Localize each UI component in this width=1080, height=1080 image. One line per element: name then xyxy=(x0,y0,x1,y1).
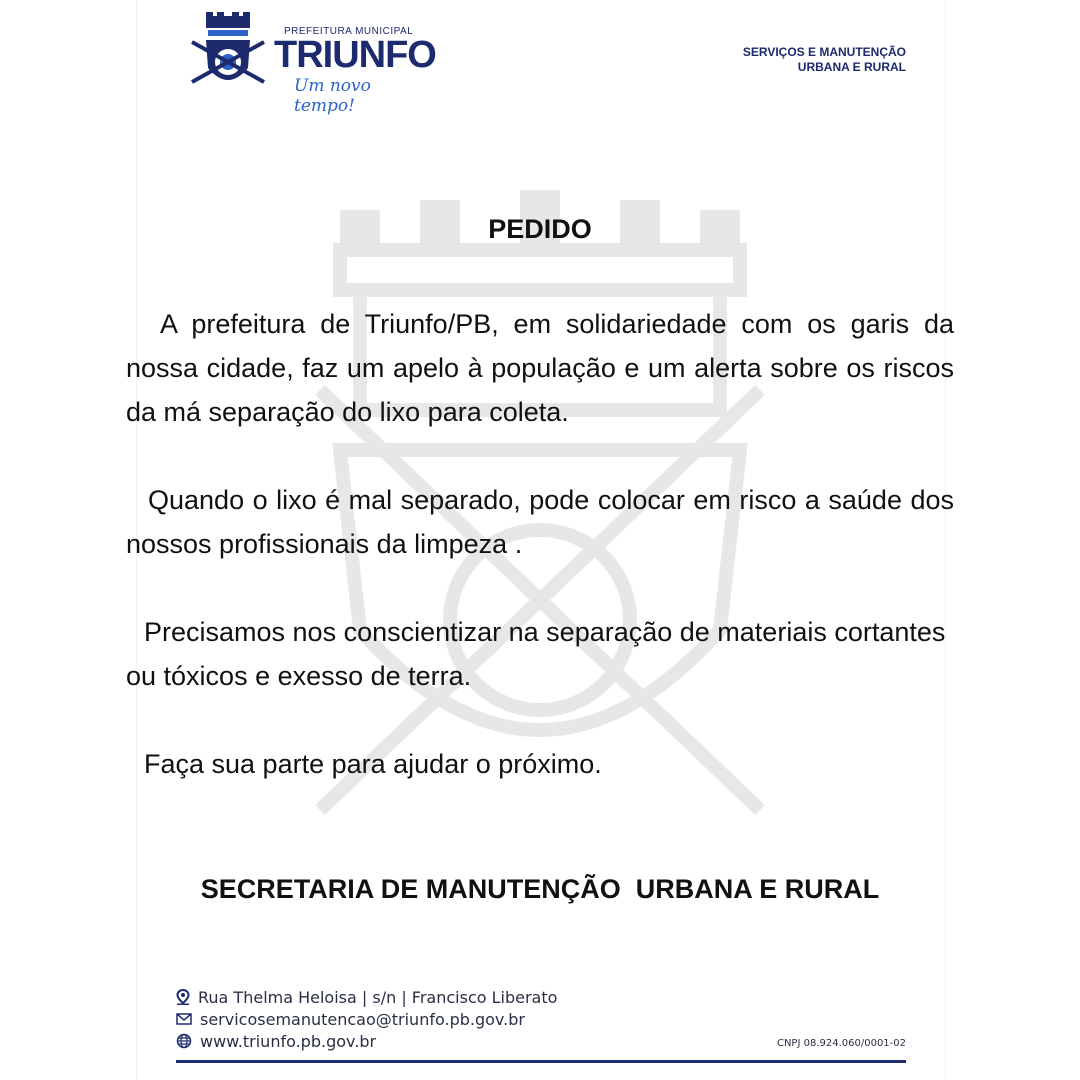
footer-cnpj: CNPJ 08.924.060/0001-02 xyxy=(776,1038,906,1049)
footer-divider xyxy=(176,1060,906,1063)
department-line-2: URBANA E RURAL xyxy=(797,60,906,74)
footer-website[interactable]: www.triunfo.pb.gov.br xyxy=(200,1031,377,1051)
logo-slogan: Um novo tempo! xyxy=(294,76,371,116)
footer-address-row xyxy=(176,986,906,1008)
globe-icon xyxy=(176,1033,192,1049)
logo-prefeitura-text: PREFEITURA MUNICIPAL xyxy=(284,26,414,37)
paragraph-2: Quando o lixo é mal separado, pode colocar em risco a saúde dos nossos profissionais da limpeza . xyxy=(126,485,954,559)
mail-icon xyxy=(176,1013,192,1025)
triunfo-crest-icon xyxy=(186,12,270,96)
department-header xyxy=(743,45,906,75)
logo-city-name: TRIUNFO xyxy=(274,34,436,76)
footer-email-row xyxy=(176,1008,906,1030)
department-line-1: SERVIÇOS E MANUTENÇÃO xyxy=(742,45,906,59)
footer-email[interactable]: servicosemanutencao@triunfo.pb.gov.br xyxy=(200,1009,525,1029)
document-body xyxy=(126,302,954,786)
paragraph-4: Faça sua parte para ajudar o próximo. xyxy=(144,749,602,779)
document-title: PEDIDO xyxy=(488,214,592,244)
footer-address: Rua Thelma Heloisa | s/n | Francisco Liberato xyxy=(198,987,558,1007)
signature: SECRETARIA DE MANUTENÇÃO URBANA E RURAL xyxy=(200,874,880,904)
location-pin-icon xyxy=(176,989,190,1005)
triunfo-logo xyxy=(186,12,436,116)
paragraph-1: A prefeitura de Triunfo/PB, em solidariedade com os garis da nossa cidade, faz um apelo à população e um alerta sobre os riscos da má separação do lixo para coleta. xyxy=(126,309,954,427)
paragraph-3: Precisamos nos conscientizar na separação de materiais cortantes ou tóxicos e exesso de terra. xyxy=(126,617,946,691)
